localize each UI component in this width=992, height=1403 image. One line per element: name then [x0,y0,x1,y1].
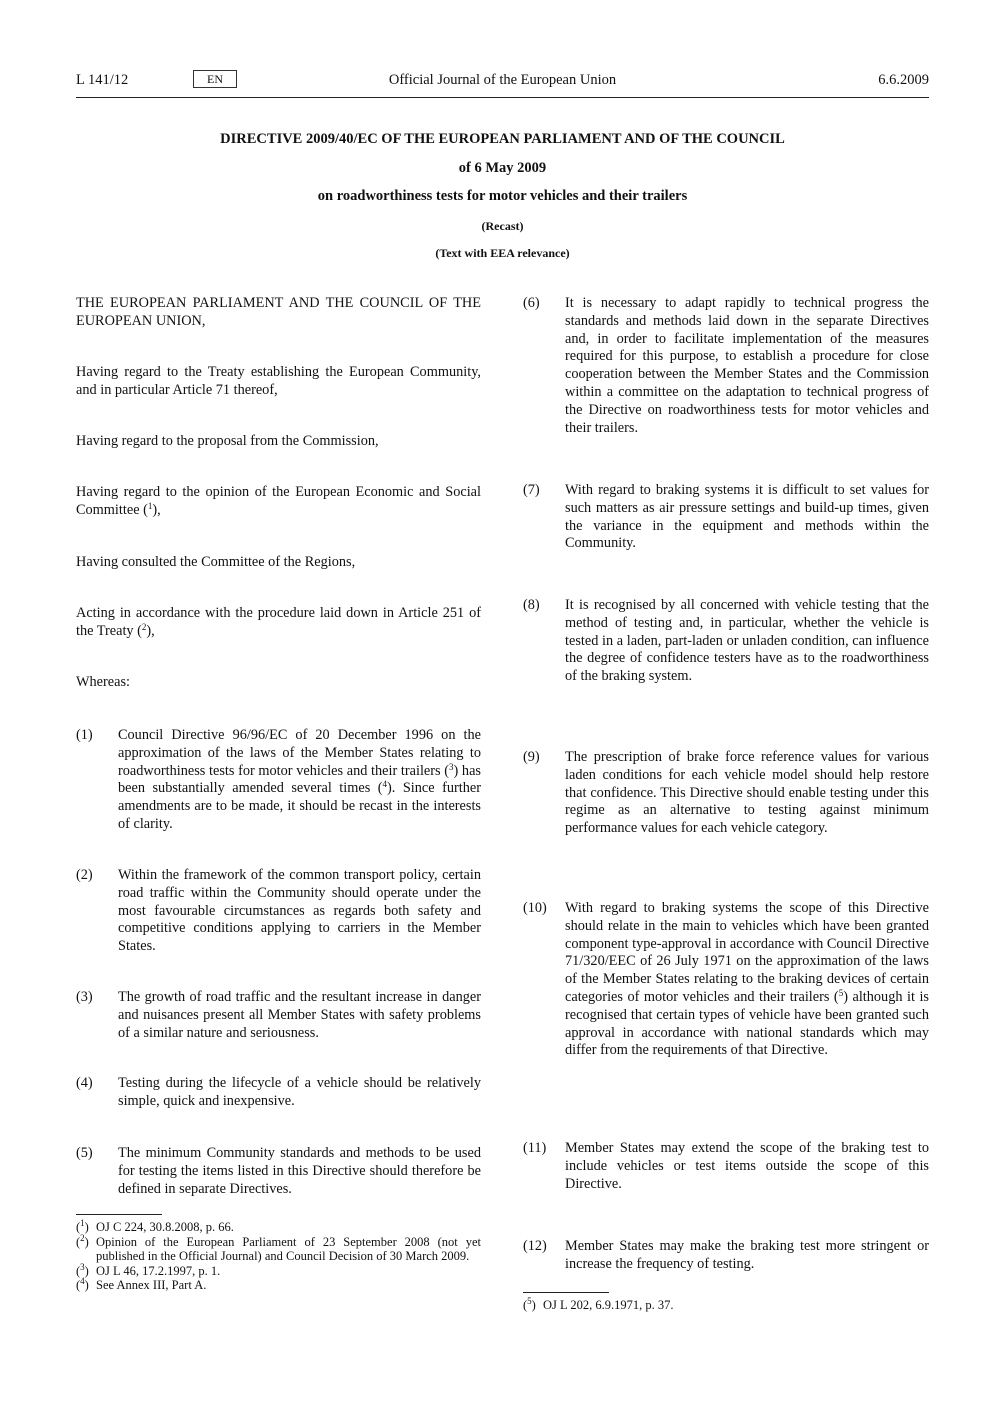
footnote-3: ($^3$) OJ L 46, 17.2.1997, p. 1. [76,1261,221,1278]
recital-number: (4) [76,1075,93,1091]
footnotes-left [76,1220,481,1293]
recital-number: (12) [523,1238,547,1254]
recital-number: (3) [76,989,93,1005]
recital-text: Within the framework of the common transport policy, certain road traffic within the Community should operate under the most favourable circumstances as regards both safety and competitive conditions applying to carriers in the Member States. [118,867,481,955]
recital-number: (7) [523,482,540,498]
directive-eea-note: (Text with EEA relevance) [435,246,570,260]
directive-subject: on roadworthiness tests for motor vehicles and their trailers [317,188,688,204]
recital-number: (9) [523,749,540,765]
citation-proposal: Having regard to the proposal from the Commission, [76,433,379,449]
recital-text: It is recognised by all concerned with vehicle testing that the method of testing and, in particular, whether the vehicle is tested in a laden, part-laden or unladen condition, can influence the degree of confidence testers have as to the roadworthiness of the braking system. [565,597,929,685]
recital-number: (2) [76,867,93,883]
recital-text: Member States may make the braking test more stringent or increase the frequency of testing. [565,1238,929,1272]
footnote-1: ($^1$) OJ C 224, 30.8.2008, p. 66. [76,1218,234,1234]
page-reference: L 141/12 [76,72,129,88]
footnote-2: ($^2$) Opinion of the European Parliament of 23 September 2008 (not yet published in the Official Journal) and Council Decision of 30 March 2009. [76,1232,481,1264]
header-rule [76,97,929,98]
recital-number: (11) [523,1140,547,1156]
footnote-5: ($^5$) OJ L 202, 6.9.1971, p. 37. [523,1296,674,1312]
footnote-4: ($^4$) See Annex III, Part A. [76,1276,207,1293]
footnote-ref[interactable]: 4 [382,779,388,790]
footnote-ref[interactable]: 2 [141,621,147,632]
recital-text: The growth of road traffic and the resultant increase in danger and nuisances present all Member States with safety problems of a similar nature and seriousness. [118,989,481,1041]
footnote-rule [523,1292,609,1293]
whereas-label: Whereas: [76,674,130,690]
recital-text: The minimum Community standards and methods to be used for testing the items listed in this Directive should therefore be defined in separate Directives. [118,1145,481,1197]
language-badge: EN [193,70,237,88]
journal-title: Official Journal of the European Union [388,72,617,88]
recital-number: (8) [523,597,540,613]
footnote-ref[interactable]: 5 [838,987,844,998]
directive-date: of 6 May 2009 [458,160,547,176]
citation-treaty: Having regard to the Treaty establishing the European Community, and in particular Article 71 thereof, [76,364,481,398]
recital-text: The prescription of brake force reference values for various laden conditions for each vehicle model should help restore that confidence. This Directive should enable testing under this regime as an alternative to testing against minimum performance values for each vehicle category. [565,749,929,837]
footnote-rule [76,1214,162,1215]
recital-text: Council Directive 96/96/EC of 20 December 1996 on the approximation of the laws of the Member States relating to roadworthiness tests for motor vehicles and their trailers ($^3$) has been substantially amended several times ($^4$). Since further amendments are to be made, it should be recast in the interests of clarity. [118,727,482,832]
recital-text: Member States may extend the scope of the braking test to include vehicles or test items outside the scope of this Directive. [565,1140,929,1192]
recital-number: (10) [523,900,547,916]
directive-title: DIRECTIVE 2009/40/EC OF THE EUROPEAN PARLIAMENT AND OF THE COUNCIL [220,131,785,147]
citation-procedure: Acting in accordance with the procedure laid down in Article 251 of the Treaty ($^2$), [76,605,481,639]
publication-date: 6.6.2009 [878,72,929,88]
footnote-ref[interactable]: 1 [147,500,153,511]
recital-text: Testing during the lifecycle of a vehicle should be relatively simple, quick and inexpensive. [118,1075,481,1109]
preamble-intro: THE EUROPEAN PARLIAMENT AND THE COUNCIL OF THE EUROPEAN UNION, [76,295,481,329]
footnotes-right [523,1298,929,1313]
citation-esc-opinion: Having regard to the opinion of the European Economic and Social Committee ($^1$), [76,484,481,518]
recital-number: (5) [76,1145,93,1161]
recital-number: (6) [523,295,540,311]
recital-text: With regard to braking systems it is difficult to set values for such matters as air pressure settings and build-up times, given the variance in the equipment and methods within the Community. [565,482,929,552]
directive-recast-note: (Recast) [481,219,524,233]
page-header [76,72,929,94]
citation-regions: Having consulted the Committee of the Regions, [76,554,356,570]
recital-text: It is necessary to adapt rapidly to technical progress the standards and methods laid down in the separate Directives and, in order to facilitate implementation of the measures required for this purpose, to establish a procedure for close cooperation between the Member States and the Commission within a committee on the adaptation to technical progress of the Directive on roadworthiness tests for motor vehicles and their trailers. [565,295,929,436]
footnote-ref[interactable]: 3 [449,761,454,772]
recital-number: (1) [76,727,93,743]
recital-text: With regard to braking systems the scope of this Directive should relate in the main to vehicles which have been granted component type-approval in accordance with Council Directive 71/320/EEC of 26 July 1971 on the approximation of the laws of the Member States relating to the braking devices of certain categories of motor vehicles and their trailers ($^5$) although it is recognised that certain types of vehicle have been granted such approval in accordance with national standards which may differ from the requirements of that Directive. [565,900,929,1059]
